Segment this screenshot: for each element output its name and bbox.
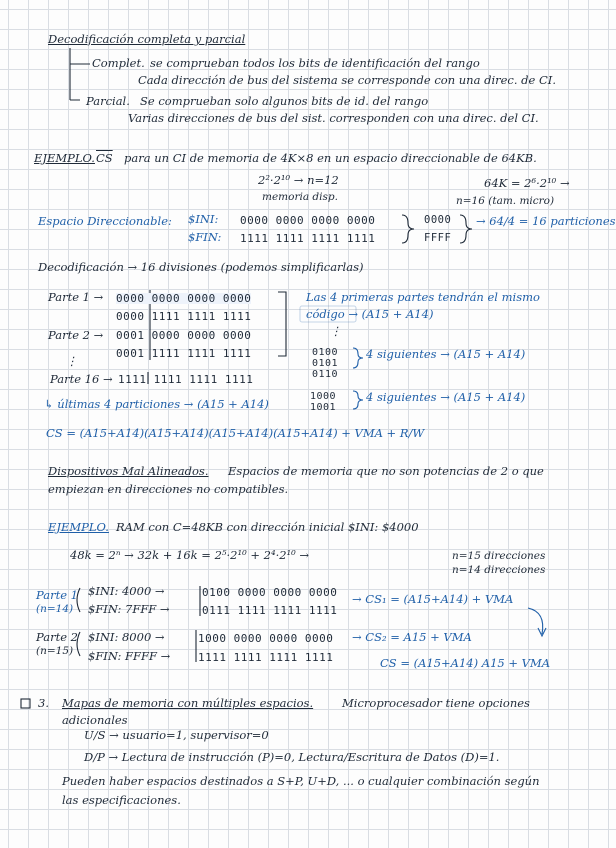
brace-codes-b xyxy=(353,391,363,409)
parte1b-bits-ini: 0100 0000 0000 0000 xyxy=(202,586,338,599)
parte2b-bits-fin: 1111 1111 1111 1111 xyxy=(198,651,334,664)
completa-line1: se comprueban todos los bits de identificación del rango xyxy=(150,56,480,70)
next4-b: 4 siguientes → (A15 + A14) xyxy=(366,390,526,404)
ejemplo2-label: EJEMPLO. xyxy=(48,520,109,534)
espacio-result: → 64/4 = 16 particiones xyxy=(476,214,616,228)
espacio-ini-label: $INI: xyxy=(188,212,219,226)
ejemplo1-label: EJEMPLO. xyxy=(34,151,95,165)
ultimas-particiones: ↳ últimas 4 particiones → (A15 + A14) xyxy=(44,397,269,411)
parte2-row1: 0001 0000 0000 0000 xyxy=(116,329,252,342)
ejemplo2-n1: n=15 direcciones xyxy=(452,550,546,562)
code-a-1: 0101 xyxy=(312,358,339,369)
parcial-line1: Se comprueban solo algunos bits de id. del rango xyxy=(140,94,429,108)
parte1-label: Parte 1 → xyxy=(48,290,104,304)
espacio-hex-fin: FFFF xyxy=(424,232,452,244)
parte1b-sub: (n=14) xyxy=(36,603,74,615)
ejemplo1-calc-left-note: memoria disp. xyxy=(262,191,338,203)
parte1b-label: Parte 1 xyxy=(36,588,78,602)
cs-formula: CS = (A15+A14)(A15+A14)(A15+A14)(A15+A14) + VMA + R/W xyxy=(46,426,425,440)
ejemplo1-calc-left: 2²·2¹⁰ → n=12 xyxy=(258,173,339,187)
brace-2 xyxy=(460,215,472,243)
alineados-line1: Espacios de memoria que no son potencias de 2 o que xyxy=(228,464,544,478)
completa-label: Complet. xyxy=(92,56,145,70)
espacio-fin-bits: 1111 1111 1111 1111 xyxy=(240,232,376,245)
arrow-curve xyxy=(528,608,543,634)
ejemplo2-text: RAM con C=48KB con dirección inicial $INI: $4000 xyxy=(116,520,419,534)
parte2-label: Parte 2 → xyxy=(48,328,104,342)
code-b-1: 1001 xyxy=(310,402,337,413)
code-a-0: 0100 xyxy=(312,347,339,358)
code-a-2: 0110 xyxy=(312,369,339,380)
first4-line2: código → (A15 + A14) xyxy=(306,307,434,321)
espacio-ini-bits: 0000 0000 0000 0000 xyxy=(240,214,376,227)
parte2b-cs: → CS₂ = A15 + VMA xyxy=(352,630,472,644)
code-b-0: 1000 xyxy=(310,391,337,402)
espacio-hex-ini: 0000 xyxy=(424,214,452,226)
espacio-label: Espacio Direccionable: xyxy=(38,214,172,228)
parte1b-ini: $INI: 4000 → xyxy=(88,584,165,598)
next4-a: 4 siguientes → (A15 + A14) xyxy=(366,347,526,361)
mapas-line3: Pueden haber espacios destinados a S+P, U+D, ... o cualquier combinación según xyxy=(62,774,540,788)
ejemplo2-n2: n=14 direcciones xyxy=(452,564,546,576)
parte2b-bits-ini: 1000 0000 0000 0000 xyxy=(198,632,334,645)
parte16-row: 1111 1111 1111 1111 xyxy=(118,373,254,386)
first4-line1: Las 4 primeras partes tendrán el mismo xyxy=(306,290,540,304)
parte16-label: Parte 16 → xyxy=(50,372,113,386)
parcial-line2: Varias direcciones de bus del sist. corresponden con una direc. del CI. xyxy=(128,111,539,125)
ejemplo2-calc: 48k = 2ⁿ → 32k + 16k = 2⁵·2¹⁰ + 2⁴·2¹⁰ → xyxy=(70,548,310,562)
mapas-item1: U/S → usuario=1, supervisor=0 xyxy=(84,728,269,742)
parte1-row2: 0000 1111 1111 1111 xyxy=(116,310,252,323)
mapas-item2: D/P → Lectura de instrucción (P)=0, Lectura/Escritura de Datos (D)=1. xyxy=(84,750,500,764)
parte2b-sub: (n=15) xyxy=(36,645,74,657)
tree-connector xyxy=(70,48,90,100)
parte1b-fin: $FIN: 7FFF → xyxy=(88,602,170,616)
partes-dots: ⋮ xyxy=(66,354,78,368)
mapas-line2: adicionales xyxy=(62,713,128,727)
mapas-title: Mapas de memoria con múltiples espacios. xyxy=(62,696,314,710)
completa-line2: Cada dirección de bus del sistema se corresponde con una direc. de CI. xyxy=(138,73,556,87)
parte2b-label: Parte 2 xyxy=(36,630,78,644)
ejemplo1-text: para un CI de memoria de 4K×8 en un espacio direccionable de 64KB. xyxy=(124,151,537,165)
brace-1 xyxy=(402,215,414,243)
parte2b-ini: $INI: 8000 → xyxy=(88,630,165,644)
alineados-line2: empiezan en direcciones no compatibles. xyxy=(48,482,289,496)
parcial-label: Parcial. xyxy=(86,94,130,108)
mapas-line4: las especificaciones. xyxy=(62,793,181,807)
ejemplo1-calc-right: 64K = 2⁶·2¹⁰ → xyxy=(484,176,570,190)
decodificacion-line: Decodificación → 16 divisiones (podemos simplificarlas) xyxy=(38,260,364,274)
ejemplo1-cs: $\overline{CS}$ xyxy=(96,151,113,165)
parte1b-cs: → CS₁ = (A15+A14) + VMA xyxy=(352,592,514,606)
brace-codes-a xyxy=(353,348,363,368)
section-heading: Decodificación completa y parcial xyxy=(48,32,246,46)
parte1-row1: 0000 0000 0000 0000 xyxy=(116,292,252,305)
checkbox-icon xyxy=(21,699,30,708)
cs-final: CS = (A15+A14) A15 + VMA xyxy=(380,656,551,670)
parte2b-fin: $FIN: FFFF → xyxy=(88,649,171,663)
ejemplo1-calc-right-note: n=16 (tam. micro) xyxy=(456,195,555,207)
codes-dots: ⋮ xyxy=(330,324,342,338)
alineados-title: Dispositivos Mal Alineados. xyxy=(48,464,209,478)
parte1b-bits-fin: 0111 1111 1111 1111 xyxy=(202,604,338,617)
bracket-parts xyxy=(278,292,286,356)
mapas-number: 3. xyxy=(38,696,49,710)
parte2-row2: 0001 1111 1111 1111 xyxy=(116,347,252,360)
mapas-line1: Microprocesador tiene opciones xyxy=(342,696,530,710)
espacio-fin-label: $FIN: xyxy=(188,230,222,244)
